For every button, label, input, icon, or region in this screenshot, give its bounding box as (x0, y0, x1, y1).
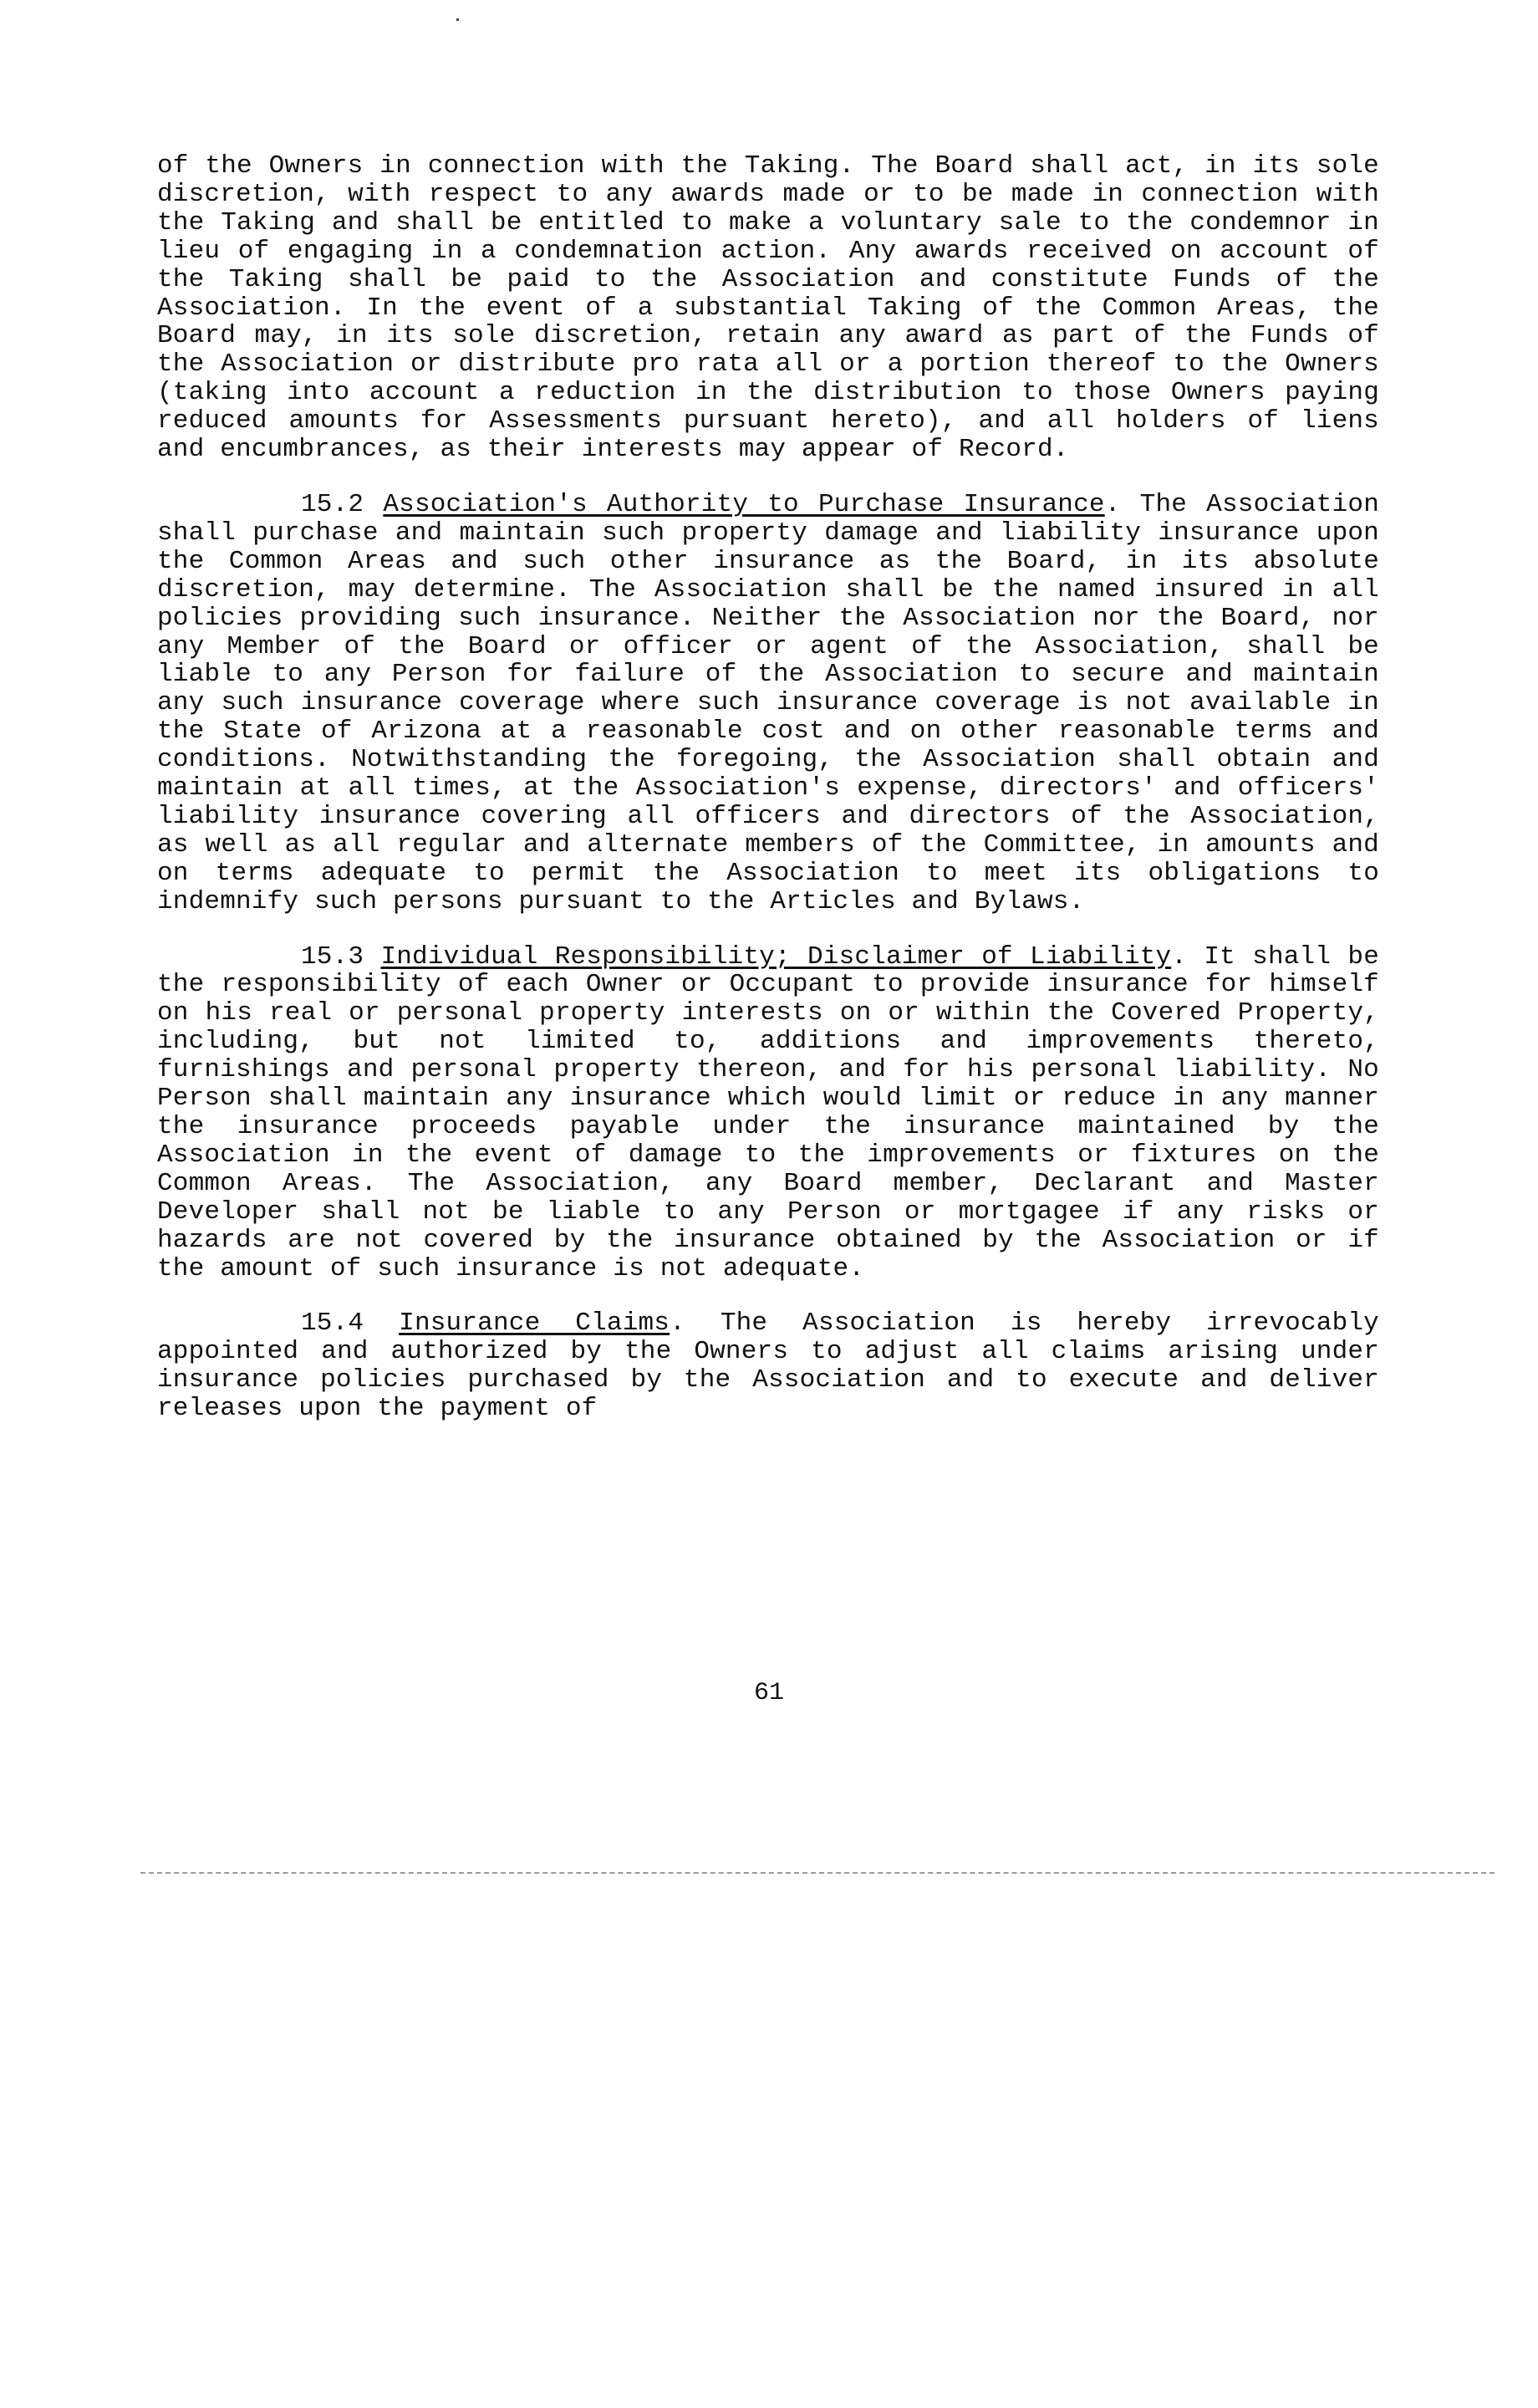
document-body (157, 152, 1379, 1423)
scan-speck (456, 18, 459, 21)
section-15-2 (157, 491, 1379, 916)
scan-divider-line (140, 1872, 1495, 1874)
section-text: . The Association shall purchase and maintain such property damage and liability insurance upon the Common Areas and such other insurance as the Board, in its absolute discretion, may determine. The Association shall be the named insured in all policies providing such insurance. Neither the Association nor the Board, nor any Member of the Board or officer or agent of the Association, shall be liable to any Person for failure of the Association to secure and maintain any such insurance coverage where such insurance coverage is not available in the State of Arizona at a reasonable cost and on other reasonable terms and conditions. Notwithstanding the foregoing, the Association shall obtain and maintain at all times, at the Association's expense, directors' and officers' liability insurance covering all officers and directors of the Association, as well as all regular and alternate members of the Committee, in amounts and on terms adequate to permit the Association to meet its obligations to indemnify such persons pursuant to the Articles and Bylaws. (157, 489, 1380, 916)
paragraph-condemnation-awards (157, 152, 1379, 464)
section-number: 15.2 (301, 489, 364, 519)
section-text: . The Association is hereby irrevocably appointed and authorized by the Owners to adjust all claims arising under insurance policies purchased by the Association and to execute and deliver releases upon the payment of (157, 1309, 1379, 1424)
section-15-3 (157, 943, 1379, 1283)
section-heading: Individual Responsibility; Disclaimer of Liability (380, 941, 1172, 972)
page-number: 61 (753, 1679, 784, 1707)
section-number: 15.3 (301, 941, 364, 972)
section-15-4 (157, 1309, 1379, 1423)
section-text: . It shall be the responsibility of each Owner or Occupant to provide insurance for himself on his real or personal property interests on or within the Covered Property, including, but not limited to, additions and improvements thereto, furnishings and personal property thereon, and for his personal liability. No Person shall maintain any insurance which would limit or reduce in any manner the insurance proceeds payable under the insurance maintained by the Association in the event of damage to the improvements or fixtures on the Common Areas. The Association, any Board member, Declarant and Master Developer shall not be liable to any Person or mortgagee if any risks or hazards are not covered by the insurance obtained by the Association or if the amount of such insurance is not adequate. (157, 941, 1379, 1283)
section-heading: Association's Authority to Purchase Insurance (383, 489, 1105, 519)
paragraph-text: of the Owners in connection with the Taking. The Board shall act, in its sole discretion, with respect to any awards made or to be made in connection with the Taking and shall be entitled to make a voluntary sale to the condemnor in lieu of engaging in a condemnation action. Any awards received on account of the Taking shall be paid to the Association and constitute Funds of the Association. In the event of a substantial Taking of the Common Areas, the Board may, in its sole discretion, retain any award as part of the Funds of the Association or distribute pro rata all or a portion thereof to the Owners (taking into account a reduction in the distribution to those Owners paying reduced amounts for Assessments pursuant hereto), and all holders of liens and encumbrances, as their interests may appear of Record. (157, 151, 1379, 465)
section-number: 15.4 (301, 1309, 364, 1339)
section-heading: Insurance Claims (399, 1309, 670, 1339)
